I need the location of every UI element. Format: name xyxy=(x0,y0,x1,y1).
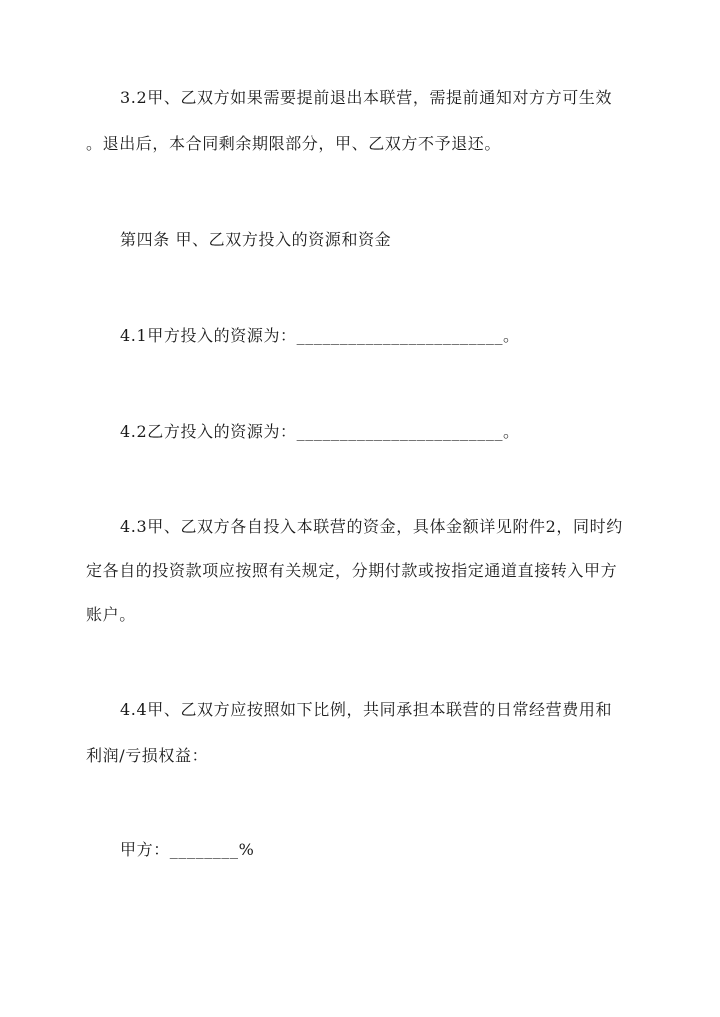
party-a-ratio-text: 甲方：________% xyxy=(120,840,255,859)
paragraph-line: 账户。 xyxy=(86,605,136,624)
paragraph-line: 利润/亏损权益： xyxy=(86,746,209,765)
article-heading-text: 第四条 甲、乙双方投入的资源和资金 xyxy=(120,230,392,249)
paragraph-line: 4.4甲、乙双方应按照如下比例，共同承担本联营的日常经营费用和 xyxy=(120,700,613,719)
paragraph-line: 4.3甲、乙双方各自投入本联营的资金，具体金额详见附件2，同时约 xyxy=(120,517,623,536)
paragraph-line: 4.1甲方投入的资源为：________________________。 xyxy=(120,326,520,345)
paragraph-line: 3.2甲、乙双方如果需要提前退出本联营，需提前通知对方方可生效 xyxy=(120,88,613,107)
paragraph-line: 。退出后，本合同剩余期限部分，甲、乙双方不予退还。 xyxy=(86,134,502,153)
paragraph-line: 4.2乙方投入的资源为：________________________。 xyxy=(120,422,520,441)
paragraph-line: 定各自的投资款项应按照有关规定，分期付款或按指定通道直接转入甲方 xyxy=(86,561,618,580)
